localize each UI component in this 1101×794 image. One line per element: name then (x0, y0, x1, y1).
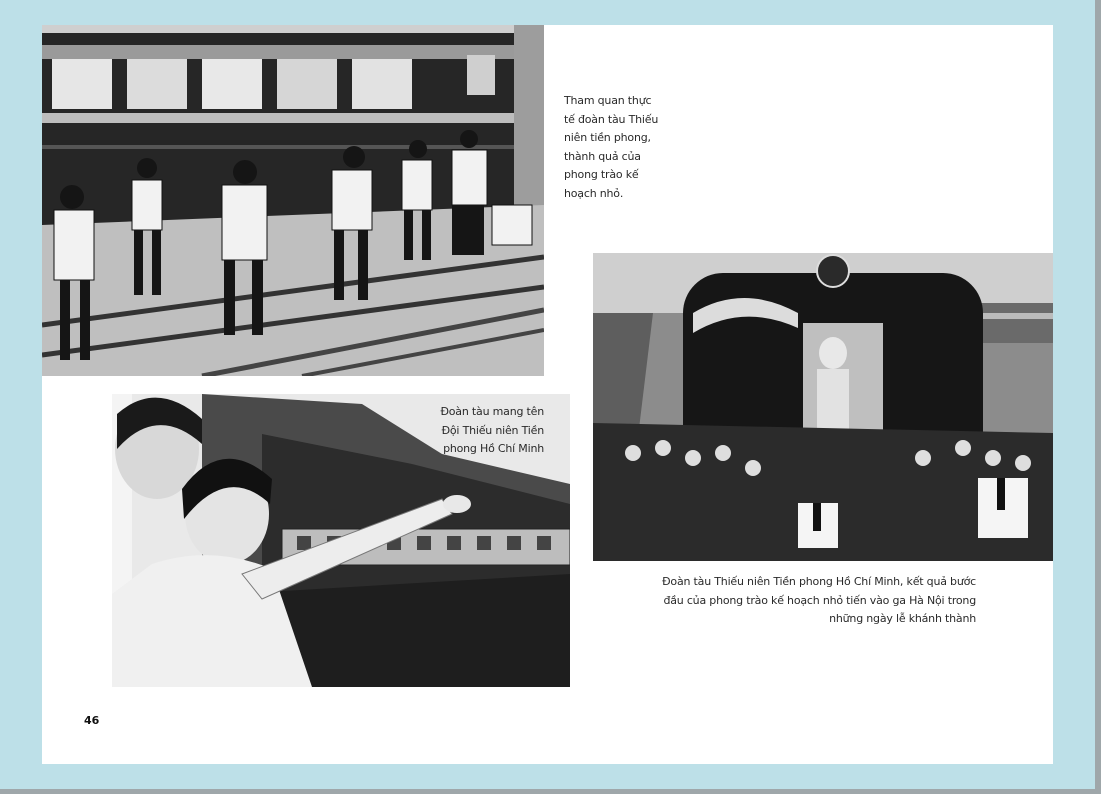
caption-girls-pointing (408, 403, 544, 459)
page-number: 46 (84, 714, 100, 727)
caption-locomotive-arrival (642, 573, 976, 629)
caption-line: thành quả của (564, 149, 641, 163)
photo-children-by-train (42, 25, 544, 376)
caption-line: những ngày lễ khánh thành (829, 612, 976, 625)
book-page (42, 25, 1053, 764)
page-edge-shadow-right (1095, 0, 1101, 794)
photo-locomotive-arrival (593, 253, 1053, 561)
caption-line: phong trào kế (564, 168, 639, 181)
caption-line: Tham quan thực (564, 94, 652, 107)
caption-children-by-train (564, 92, 658, 203)
caption-line: hoạch nhỏ. (564, 186, 624, 200)
caption-line: đầu của phong trào kế hoạch nhỏ tiến vào ga Hà Nội trong (663, 593, 976, 607)
page-edge-shadow-bottom (0, 789, 1101, 794)
caption-line: Đoàn tàu Thiếu niên Tiền phong Hồ Chí Minh, kết quả bước (662, 575, 976, 588)
caption-line: Đội Thiếu niên Tiền (441, 423, 544, 437)
caption-line: niên tiền phong, (564, 131, 651, 144)
caption-line: Đoàn tàu mang tên (440, 405, 544, 418)
caption-line: tế đoàn tàu Thiếu (564, 112, 659, 126)
caption-line: phong Hồ Chí Minh (443, 442, 544, 455)
